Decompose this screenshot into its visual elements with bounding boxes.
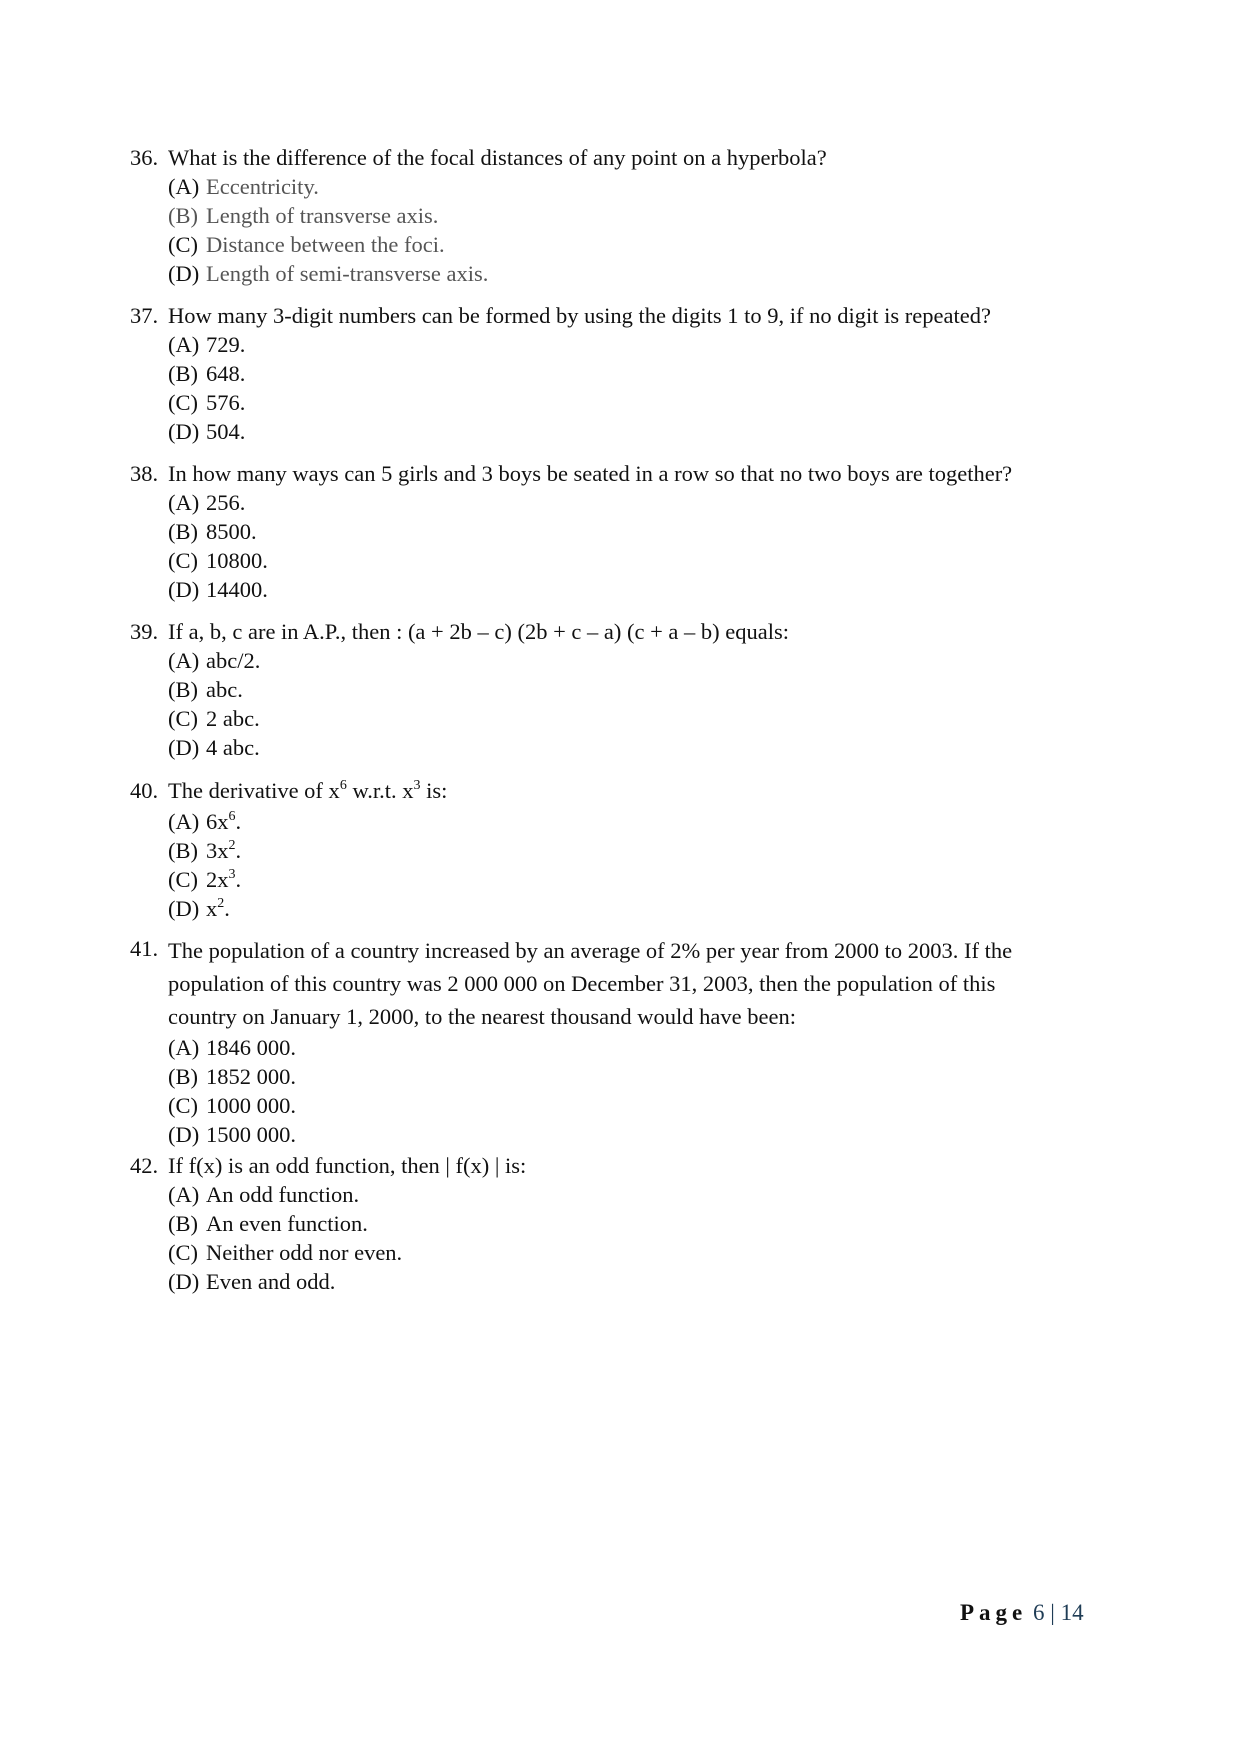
question-text: In how many ways can 5 girls and 3 boys be seated in a row so that no two boys are together? bbox=[168, 461, 1013, 486]
option-b: (B) Length of transverse axis. bbox=[168, 203, 439, 228]
option-d: (D) 1500 000. bbox=[168, 1122, 296, 1147]
question-number: 38. bbox=[130, 461, 159, 486]
option-a: (A) 729. bbox=[168, 332, 246, 357]
option-a: (A) 256. bbox=[168, 490, 246, 515]
options-list bbox=[168, 1033, 1120, 1149]
page-current: 6 bbox=[1033, 1600, 1045, 1625]
option-a: (A) Eccentricity. bbox=[168, 174, 319, 199]
question-text: What is the difference of the focal distances of any point on a hyperbola? bbox=[168, 145, 827, 170]
page-footer bbox=[960, 1600, 1084, 1626]
option-d: (D) Even and odd. bbox=[168, 1269, 336, 1294]
option-d: (D) $x^2$. bbox=[168, 896, 230, 921]
option-b: (B) abc. bbox=[168, 677, 243, 702]
options-list bbox=[168, 1180, 1120, 1296]
option-b: (B) 8500. bbox=[168, 519, 257, 544]
question-40 bbox=[130, 776, 1120, 923]
question-number: 36. bbox=[130, 145, 159, 170]
option-b: (B) $3x^2$. bbox=[168, 838, 242, 863]
page-total: 14 bbox=[1060, 1600, 1084, 1625]
option-c: (C) $2x^3$. bbox=[168, 867, 242, 892]
options-list bbox=[168, 330, 1120, 446]
question-number: 41. bbox=[130, 936, 159, 961]
option-d: (D) 504. bbox=[168, 419, 246, 444]
option-d: (D) 14400. bbox=[168, 577, 268, 602]
option-c: (C) 2 abc. bbox=[168, 706, 260, 731]
options-list bbox=[168, 646, 1120, 762]
question-text: How many 3-digit numbers can be formed by using the digits 1 to 9, if no digit is repeated? bbox=[168, 303, 991, 328]
option-a: (A) 1846 000. bbox=[168, 1035, 296, 1060]
option-a: (A) An odd function. bbox=[168, 1182, 360, 1207]
option-d: (D) 4 abc. bbox=[168, 735, 260, 760]
question-number: 39. bbox=[130, 619, 159, 644]
question-number: 42. bbox=[130, 1153, 159, 1178]
option-d: (D) Length of semi-transverse axis. bbox=[168, 261, 489, 286]
option-b: (B) 648. bbox=[168, 361, 246, 386]
option-c: (C) 1000 000. bbox=[168, 1093, 296, 1118]
options-list bbox=[168, 488, 1120, 604]
question-37 bbox=[130, 301, 1120, 446]
question-text: The derivative of $x^6$ w.r.t. $x^3$ is: bbox=[168, 778, 448, 803]
question-42 bbox=[130, 1151, 1120, 1296]
option-c: (C) 10800. bbox=[168, 548, 268, 573]
question-39 bbox=[130, 617, 1120, 762]
question-number: 40. bbox=[130, 778, 159, 803]
question-number: 37. bbox=[130, 303, 159, 328]
option-c: (C) 576. bbox=[168, 390, 246, 415]
question-38 bbox=[130, 459, 1120, 604]
page-label: Page bbox=[960, 1600, 1028, 1625]
page-separator: | bbox=[1050, 1600, 1055, 1625]
option-c: (C) Neither odd nor even. bbox=[168, 1240, 403, 1265]
option-a: (A) $6x^6$. bbox=[168, 809, 242, 834]
question-text: If f(x) is an odd function, then | f(x) | is: bbox=[168, 1153, 527, 1178]
question-text: If a, b, c are in A.P., then : (a + 2b – c) (2b + c – a) (c + a – b) equals: bbox=[168, 619, 789, 644]
options-list bbox=[168, 807, 1120, 923]
question-36 bbox=[130, 143, 1120, 288]
options-list bbox=[168, 172, 1120, 288]
option-b: (B) An even function. bbox=[168, 1211, 368, 1236]
option-b: (B) 1852 000. bbox=[168, 1064, 296, 1089]
question-41 bbox=[130, 934, 1120, 1149]
option-a: (A) abc/2. bbox=[168, 648, 261, 673]
question-text: The population of a country increased by an average of 2% per year from 2000 to 2003. If the population of this country was 2 000 000 on December 31, 2003, then the population of this country on January 1, 2000, to the nearest thousand would have been: bbox=[168, 938, 1013, 1029]
option-c: (C) Distance between the foci. bbox=[168, 232, 445, 257]
